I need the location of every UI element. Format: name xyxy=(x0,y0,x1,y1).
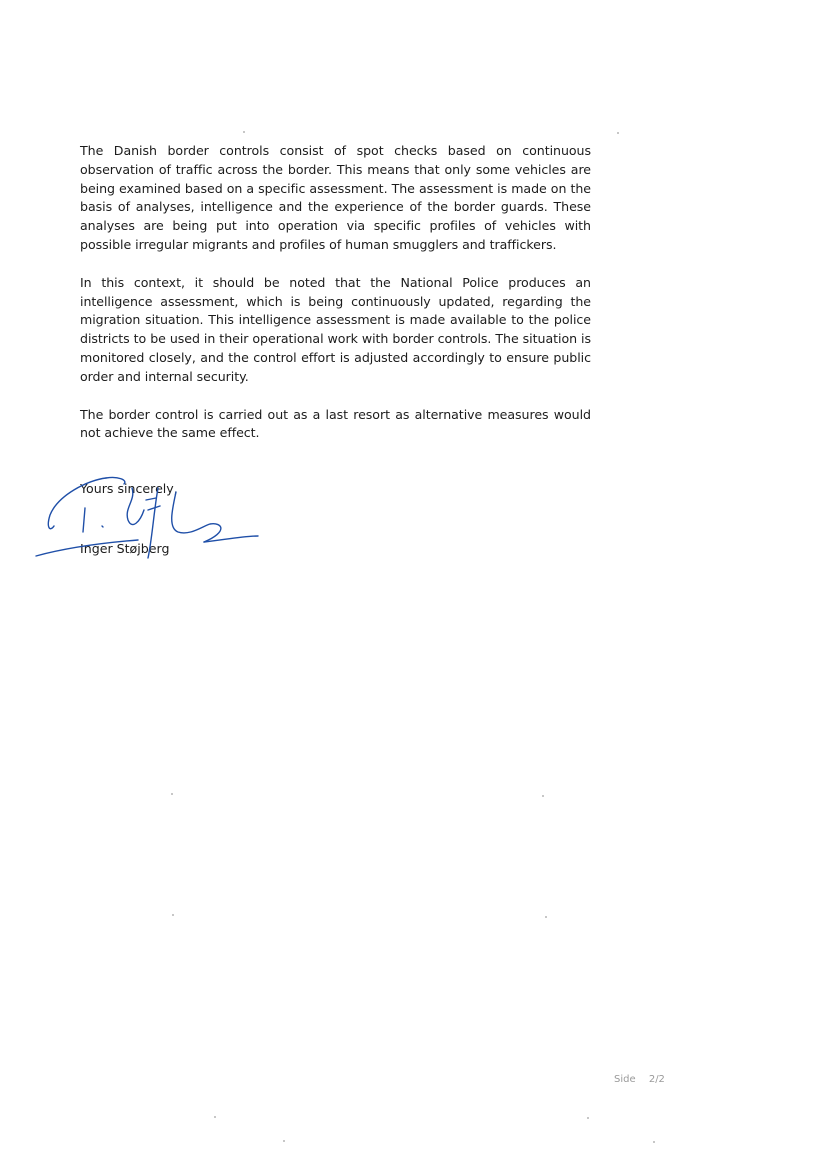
signer-name: Inger Støjberg xyxy=(80,541,170,556)
paragraph-intelligence-assessment: In this context, it should be noted that the National Police produces an intelligence assessment, which is being continuously updated, regarding the migration situation. This intelligence assessment is made available to the police districts to be used in their operational work with border controls. The situation is monitored closely, and the control effort is adjusted accordingly to ensure public order and internal security. xyxy=(80,274,591,384)
scan-speck xyxy=(617,132,619,134)
page-number xyxy=(614,1074,665,1085)
scan-speck xyxy=(283,1140,285,1142)
scan-speck xyxy=(545,916,547,918)
letter-body xyxy=(80,142,591,462)
page-count: 2/2 xyxy=(648,1074,665,1085)
paragraph-border-controls: The Danish border controls consist of spot checks based on continuous observation of traffic across the border. This means that only some vehicles are being examined based on a specific assessment. The assessment is made on the basis of analyses, intelligence and the experience of the border guards. These analyses are being put into operation via specific profiles of vehicles with possible irregular migrants and profiles of human smugglers and traffickers. xyxy=(80,143,591,252)
scan-speck xyxy=(171,793,173,795)
closing-line: Yours sincerely, xyxy=(80,481,178,496)
handwritten-signature xyxy=(28,470,268,565)
scan-speck xyxy=(653,1141,655,1143)
paragraph-last-resort: The border control is carried out as a last resort as alternative measures would not achieve the same effect. xyxy=(80,406,591,441)
scan-speck xyxy=(587,1117,589,1119)
scan-speck xyxy=(214,1116,216,1118)
scan-speck xyxy=(542,795,544,797)
scan-speck xyxy=(172,914,174,916)
scan-speck xyxy=(243,131,245,133)
page-label: Side xyxy=(614,1074,636,1085)
